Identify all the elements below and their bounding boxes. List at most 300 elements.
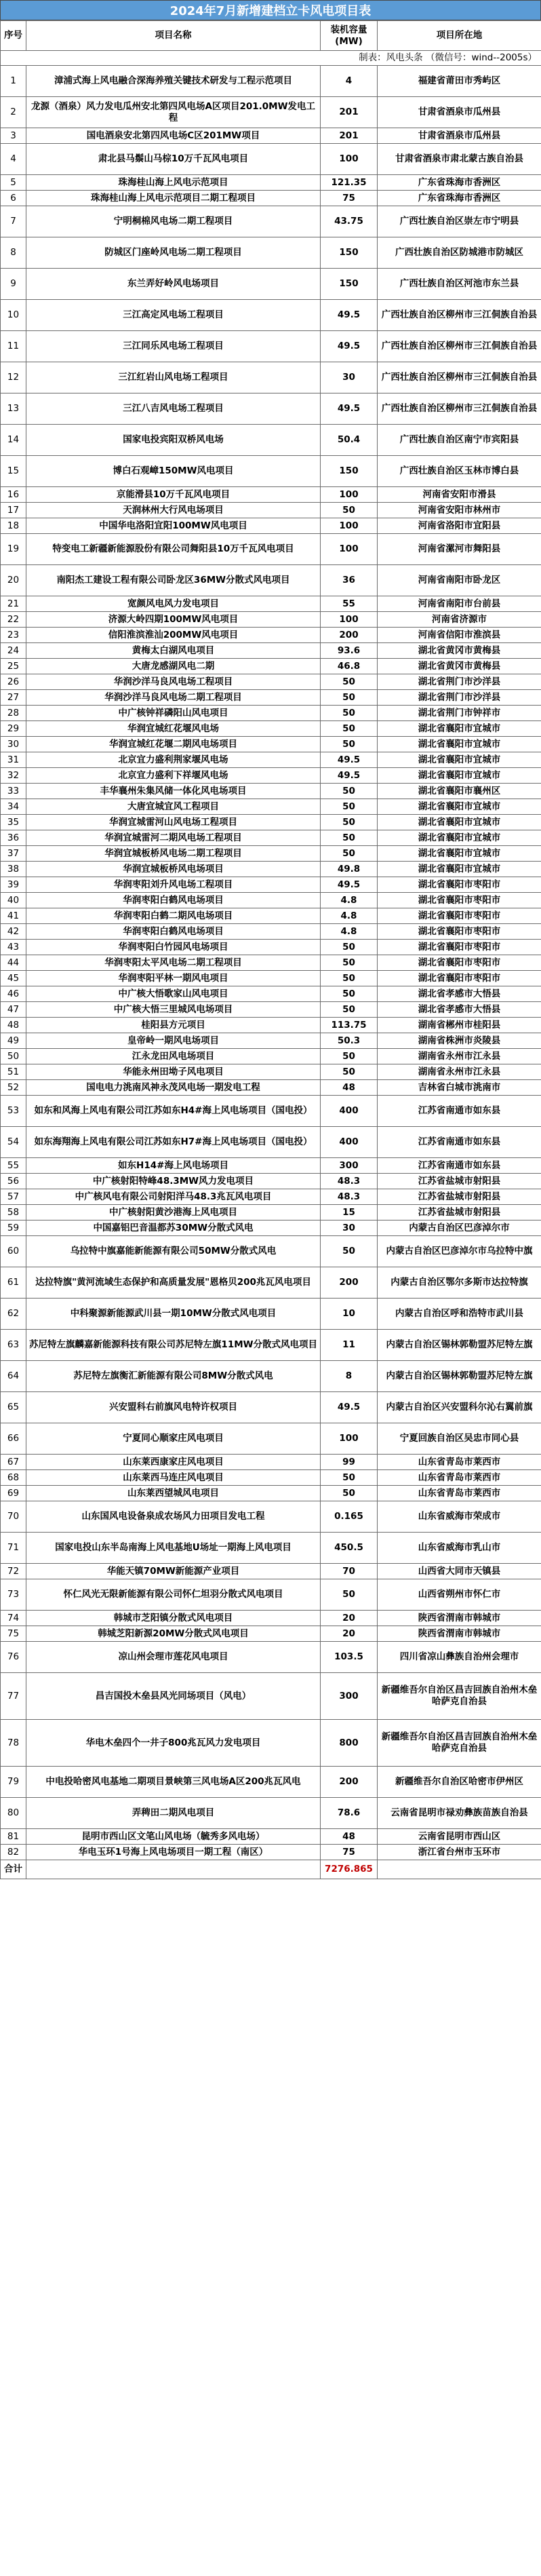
capacity: 48.3: [321, 1174, 378, 1189]
table-row: [1, 206, 541, 237]
capacity: 100: [321, 487, 378, 503]
project-name: 华润枣阳白鹤二期风电场项目: [26, 908, 321, 924]
table-row: [1, 752, 541, 768]
location: 湖北省襄阳市枣阳市: [378, 893, 541, 908]
project-name: 华电木垒四个一井子800兆瓦风力发电项目: [26, 1720, 321, 1767]
table-row: [1, 612, 541, 628]
location: 湖北省襄阳市枣阳市: [378, 971, 541, 986]
table-row: [1, 1767, 541, 1798]
capacity: 100: [321, 612, 378, 628]
row-number: 34: [1, 799, 26, 815]
row-number: 44: [1, 955, 26, 971]
capacity: 150: [321, 456, 378, 487]
table-row: [1, 815, 541, 830]
row-number: 58: [1, 1205, 26, 1220]
capacity: 49.5: [321, 768, 378, 784]
capacity: 49.5: [321, 1392, 378, 1423]
project-name: 国家电投山东半岛南海上风电基地U场址一期海上风电项目: [26, 1533, 321, 1564]
row-number: 7: [1, 206, 26, 237]
location: 广西壮族自治区柳州市三江侗族自治县: [378, 331, 541, 362]
row-number: 41: [1, 908, 26, 924]
row-number: 43: [1, 940, 26, 955]
capacity: 100: [321, 518, 378, 534]
project-name: 华润枣阳白鹤风电场项目: [26, 893, 321, 908]
row-number: 18: [1, 518, 26, 534]
capacity: 50: [321, 1236, 378, 1267]
capacity: 78.6: [321, 1798, 378, 1829]
wind-project-table: [0, 20, 541, 1879]
capacity: 50: [321, 955, 378, 971]
table-row: [1, 237, 541, 269]
row-number: 71: [1, 1533, 26, 1564]
row-number: 35: [1, 815, 26, 830]
table-row: [1, 1455, 541, 1470]
location: 湖北省襄阳市宜城市: [378, 815, 541, 830]
location: 湖北省襄阳市枣阳市: [378, 924, 541, 940]
row-number: 37: [1, 846, 26, 862]
row-number: 30: [1, 737, 26, 752]
project-name: 华润宜城板桥风电场项目: [26, 862, 321, 877]
location: 河南省洛阳市宜阳县: [378, 518, 541, 534]
project-name: 如东和风海上风电有限公司江苏如东H4#海上风电场项目（国电投）: [26, 1096, 321, 1127]
project-name: 中广核风电有限公司射阳洋马48.3兆瓦风电项目: [26, 1189, 321, 1205]
project-name: 京能滑县10万千瓦风电项目: [26, 487, 321, 503]
location: 河南省济源市: [378, 612, 541, 628]
project-name: 信阳淮滨淮汕200MW风电项目: [26, 628, 321, 643]
project-name: 黄梅太白湖风电项目: [26, 643, 321, 659]
capacity: 300: [321, 1158, 378, 1174]
capacity: 121.35: [321, 175, 378, 191]
location: 广西壮族自治区崇左市宁明县: [378, 206, 541, 237]
table-row: [1, 1564, 541, 1579]
table-row: [1, 191, 541, 206]
row-number: 40: [1, 893, 26, 908]
location: 江苏省盐城市射阳县: [378, 1174, 541, 1189]
project-name: 漳浦式海上风电融合深海养殖关键技术研发与工程示范项目: [26, 66, 321, 97]
capacity: 49.5: [321, 752, 378, 768]
row-number: 74: [1, 1611, 26, 1626]
table-row: [1, 877, 541, 893]
project-name: 江永龙田风电场项目: [26, 1049, 321, 1064]
project-name: 山东莱西马连庄风电项目: [26, 1470, 321, 1486]
table-row: [1, 1829, 541, 1845]
table-row: [1, 830, 541, 846]
row-number: 19: [1, 534, 26, 565]
table-row: [1, 1080, 541, 1096]
capacity: 99: [321, 1455, 378, 1470]
location: 河南省南阳市台前县: [378, 596, 541, 612]
capacity: 50: [321, 706, 378, 721]
table-row: [1, 1330, 541, 1361]
location: 广西壮族自治区南宁市宾阳县: [378, 425, 541, 456]
capacity: 50: [321, 1002, 378, 1018]
table-row: [1, 1798, 541, 1829]
row-number: 52: [1, 1080, 26, 1096]
capacity: 10: [321, 1299, 378, 1330]
table-row: [1, 175, 541, 191]
project-name: 桂阳县方元项目: [26, 1018, 321, 1033]
project-name: 特变电工新疆新能源股份有限公司舞阳县10万千瓦风电项目: [26, 534, 321, 565]
row-number: 15: [1, 456, 26, 487]
capacity: 49.8: [321, 862, 378, 877]
location: 河南省信阳市淮滨县: [378, 628, 541, 643]
location: 甘肃省酒泉市瓜州县: [378, 128, 541, 144]
location: 山东省青岛市莱西市: [378, 1455, 541, 1470]
capacity: 0.165: [321, 1501, 378, 1533]
row-number: 13: [1, 393, 26, 425]
capacity: 50: [321, 784, 378, 799]
project-name: 华润枣阳刘升风电场工程项目: [26, 877, 321, 893]
project-name: 国电电力洮南风神永茂风电场一期发电工程: [26, 1080, 321, 1096]
table-row: [1, 1267, 541, 1299]
header-row: [1, 21, 541, 51]
location: 江苏省南通市如东县: [378, 1158, 541, 1174]
table-row: [1, 1064, 541, 1080]
capacity: 50: [321, 721, 378, 737]
project-name: 昌吉国投木垒县风光同场项目（风电）: [26, 1673, 321, 1720]
project-name: 中广核大悟歌家山风电项目: [26, 986, 321, 1002]
location: 江苏省南通市如东县: [378, 1096, 541, 1127]
table-row: [1, 331, 541, 362]
location: 湖北省襄阳市枣阳市: [378, 940, 541, 955]
capacity: 800: [321, 1720, 378, 1767]
project-name: 国电酒泉安北第四风电场C区201MW项目: [26, 128, 321, 144]
location: 山东省青岛市莱西市: [378, 1486, 541, 1501]
project-name: 山东国风电设备泉成农场风力田项目发电工程: [26, 1501, 321, 1533]
capacity: 50.3: [321, 1033, 378, 1049]
row-number: 75: [1, 1626, 26, 1642]
table-row: [1, 908, 541, 924]
capacity: 46.8: [321, 659, 378, 674]
project-name: 如东海翔海上风电有限公司江苏如东H7#海上风电场项目（国电投）: [26, 1127, 321, 1158]
project-name: 如东H14#海上风电场项目: [26, 1158, 321, 1174]
table-row: [1, 690, 541, 706]
total-empty-2: [378, 1860, 541, 1879]
row-number: 11: [1, 331, 26, 362]
project-name: 山东莱西康家庄风电项目: [26, 1455, 321, 1470]
location: 湖北省襄阳市襄州区: [378, 784, 541, 799]
location: 湖北省襄阳市宜城市: [378, 768, 541, 784]
table-row: [1, 1501, 541, 1533]
capacity: 50: [321, 799, 378, 815]
row-number: 39: [1, 877, 26, 893]
project-name: 中国华电洛阳宜阳100MW风电项目: [26, 518, 321, 534]
capacity: 200: [321, 1267, 378, 1299]
capacity: 20: [321, 1626, 378, 1642]
table-row: [1, 1174, 541, 1189]
row-number: 48: [1, 1018, 26, 1033]
row-number: 82: [1, 1845, 26, 1860]
row-number: 68: [1, 1470, 26, 1486]
project-name: 华润宜城红花堰二期风电场项目: [26, 737, 321, 752]
table-row: [1, 1392, 541, 1423]
table-row: [1, 628, 541, 643]
capacity: 50: [321, 940, 378, 955]
total-row: [1, 1860, 541, 1879]
project-name: 华电玉环1号海上风电场项目一期工程（南区）: [26, 1845, 321, 1860]
table-row: [1, 362, 541, 393]
project-name: 北京宜力盛利荆家堰风电场: [26, 752, 321, 768]
capacity: 48.3: [321, 1189, 378, 1205]
row-number: 57: [1, 1189, 26, 1205]
row-number: 78: [1, 1720, 26, 1767]
location: 浙江省台州市玉环市: [378, 1845, 541, 1860]
row-number: 26: [1, 674, 26, 690]
project-name: 三江红岩山风电场工程项目: [26, 362, 321, 393]
location: 山东省威海市荣成市: [378, 1501, 541, 1533]
table-row: [1, 706, 541, 721]
capacity: 100: [321, 1423, 378, 1455]
row-number: 76: [1, 1642, 26, 1673]
capacity: 200: [321, 1767, 378, 1798]
table-row: [1, 1720, 541, 1767]
capacity: 75: [321, 191, 378, 206]
project-name: 三江同乐风电场工程项目: [26, 331, 321, 362]
project-name: 三江八吉风电场工程项目: [26, 393, 321, 425]
location: 内蒙古自治区巴彦淖尔市乌拉特中旗: [378, 1236, 541, 1267]
row-number: 12: [1, 362, 26, 393]
location: 陕西省渭南市韩城市: [378, 1626, 541, 1642]
location: 湖北省荆门市沙洋县: [378, 674, 541, 690]
table-title: 2024年7月新增建档立卡风电项目表: [0, 0, 541, 20]
location: 湖北省襄阳市宜城市: [378, 721, 541, 737]
project-name: 南阳杰工建设工程有限公司卧龙区36MW分散式风电项目: [26, 565, 321, 596]
project-name: 韩城市芝阳镇分散式风电项目: [26, 1611, 321, 1626]
project-name: 珠海桂山海上风电示范项目二期工程项目: [26, 191, 321, 206]
row-number: 9: [1, 269, 26, 300]
capacity: 201: [321, 97, 378, 128]
row-number: 56: [1, 1174, 26, 1189]
location: 湖北省襄阳市枣阳市: [378, 955, 541, 971]
project-name: 华润枣阳白竹园风电场项目: [26, 940, 321, 955]
row-number: 62: [1, 1299, 26, 1330]
capacity: 55: [321, 596, 378, 612]
location: 云南省昆明市西山区: [378, 1829, 541, 1845]
table-row: [1, 128, 541, 144]
project-name: 华润枣阳白鹤风电场项目: [26, 924, 321, 940]
project-name: 中国嘉铝巴音温都苏30MW分散式风电: [26, 1220, 321, 1236]
table-row: [1, 924, 541, 940]
location: 江苏省盐城市射阳县: [378, 1205, 541, 1220]
location: 广西壮族自治区柳州市三江侗族自治县: [378, 362, 541, 393]
location: 广西壮族自治区河池市东兰县: [378, 269, 541, 300]
table-row: [1, 487, 541, 503]
project-name: 宁夏同心顺家庄风电项目: [26, 1423, 321, 1455]
capacity: 50: [321, 503, 378, 518]
capacity: 50: [321, 737, 378, 752]
header-no: 序号: [1, 21, 26, 51]
row-number: 65: [1, 1392, 26, 1423]
location: 河南省南阳市卧龙区: [378, 565, 541, 596]
table-row: [1, 144, 541, 175]
capacity: 100: [321, 534, 378, 565]
project-name: 苏尼特左旗衡汇新能源有限公司8MW分散式风电: [26, 1361, 321, 1392]
row-number: 38: [1, 862, 26, 877]
table-row: [1, 1220, 541, 1236]
row-number: 59: [1, 1220, 26, 1236]
location: 甘肃省酒泉市肃北蒙古族自治县: [378, 144, 541, 175]
row-number: 28: [1, 706, 26, 721]
location: 内蒙古自治区兴安盟科尔沁右翼前旗: [378, 1392, 541, 1423]
capacity: 113.75: [321, 1018, 378, 1033]
location: 湖北省荆门市钟祥市: [378, 706, 541, 721]
table-row: [1, 518, 541, 534]
table-row: [1, 1033, 541, 1049]
capacity: 400: [321, 1096, 378, 1127]
project-name: 大唐龙感湖风电二期: [26, 659, 321, 674]
location: 湖北省襄阳市枣阳市: [378, 877, 541, 893]
location: 湖北省孝感市大悟县: [378, 1002, 541, 1018]
capacity: 4: [321, 66, 378, 97]
location: 甘肃省酒泉市瓜州县: [378, 97, 541, 128]
row-number: 53: [1, 1096, 26, 1127]
capacity: 75: [321, 1845, 378, 1860]
capacity: 4.8: [321, 908, 378, 924]
row-number: 23: [1, 628, 26, 643]
capacity: 49.5: [321, 393, 378, 425]
total-empty: [26, 1860, 321, 1879]
row-number: 80: [1, 1798, 26, 1829]
total-label: 合计: [1, 1860, 26, 1879]
location: 新疆维吾尔自治区昌吉回族自治州木垒哈萨克自治县: [378, 1673, 541, 1720]
row-number: 32: [1, 768, 26, 784]
capacity: 201: [321, 128, 378, 144]
table-row: [1, 1205, 541, 1220]
project-name: 中广核射阳特峰48.3MW风力发电项目: [26, 1174, 321, 1189]
row-number: 81: [1, 1829, 26, 1845]
header-name: 项目名称: [26, 21, 321, 51]
capacity: 450.5: [321, 1533, 378, 1564]
capacity: 43.75: [321, 206, 378, 237]
table-row: [1, 1127, 541, 1158]
row-number: 51: [1, 1064, 26, 1080]
table-row: [1, 1579, 541, 1611]
capacity: 150: [321, 269, 378, 300]
project-name: 防城区门座岭风电场二期工程项目: [26, 237, 321, 269]
row-number: 69: [1, 1486, 26, 1501]
capacity: 400: [321, 1127, 378, 1158]
capacity: 30: [321, 1220, 378, 1236]
project-name: 华润沙洋马良风电场二期工程项目: [26, 690, 321, 706]
row-number: 25: [1, 659, 26, 674]
capacity: 50: [321, 1470, 378, 1486]
project-name: 博白石观嶂150MW风电项目: [26, 456, 321, 487]
location: 陕西省渭南市韩城市: [378, 1611, 541, 1626]
row-number: 49: [1, 1033, 26, 1049]
project-name: 龙源（酒泉）风力发电瓜州安北第四风电场A区项目201.0MW发电工程: [26, 97, 321, 128]
location: 广西壮族自治区玉林市博白县: [378, 456, 541, 487]
table-row: [1, 893, 541, 908]
location: 江苏省盐城市射阳县: [378, 1189, 541, 1205]
project-name: 天润林州大行风电场项目: [26, 503, 321, 518]
table-row: [1, 846, 541, 862]
capacity: 50: [321, 690, 378, 706]
row-number: 79: [1, 1767, 26, 1798]
project-name: 弄稗田二期风电项目: [26, 1798, 321, 1829]
project-name: 乌拉特中旗嘉能新能源有限公司50MW分散式风电: [26, 1236, 321, 1267]
capacity: 50: [321, 815, 378, 830]
location: 四川省凉山彝族自治州会理市: [378, 1642, 541, 1673]
table-row: [1, 1470, 541, 1486]
project-name: 韩城芝阳新源20MW分散式风电项目: [26, 1626, 321, 1642]
capacity: 11: [321, 1330, 378, 1361]
row-number: 22: [1, 612, 26, 628]
row-number: 1: [1, 66, 26, 97]
table-row: [1, 971, 541, 986]
capacity: 4.8: [321, 924, 378, 940]
location: 江苏省南通市如东县: [378, 1127, 541, 1158]
location: 云南省昆明市禄劝彝族苗族自治县: [378, 1798, 541, 1829]
location: 广西壮族自治区柳州市三江侗族自治县: [378, 300, 541, 331]
row-number: 24: [1, 643, 26, 659]
table-row: [1, 1096, 541, 1127]
row-number: 70: [1, 1501, 26, 1533]
capacity: 150: [321, 237, 378, 269]
project-name: 凉山州会理市莲花风电项目: [26, 1642, 321, 1673]
row-number: 67: [1, 1455, 26, 1470]
project-name: 珠海桂山海上风电示范项目: [26, 175, 321, 191]
row-number: 29: [1, 721, 26, 737]
project-name: 兴安盟科右前旗风电特许权项目: [26, 1392, 321, 1423]
project-name: 华润枣阳平林一期风电项目: [26, 971, 321, 986]
location: 湖北省孝感市大悟县: [378, 986, 541, 1002]
project-name: 中电投哈密风电基地二期项目景峡第三风电场A区200兆瓦风电: [26, 1767, 321, 1798]
location: 内蒙古自治区锡林郭勒盟苏尼特左旗: [378, 1361, 541, 1392]
table-row: [1, 1018, 541, 1033]
capacity: 15: [321, 1205, 378, 1220]
capacity: 93.6: [321, 643, 378, 659]
table-row: [1, 643, 541, 659]
location: 河南省安阳市滑县: [378, 487, 541, 503]
row-number: 4: [1, 144, 26, 175]
capacity: 49.5: [321, 300, 378, 331]
row-number: 6: [1, 191, 26, 206]
project-name: 三江高定风电场工程项目: [26, 300, 321, 331]
table-row: [1, 674, 541, 690]
capacity: 50: [321, 1049, 378, 1064]
project-name: 华润宜城红花堰风电场: [26, 721, 321, 737]
row-number: 31: [1, 752, 26, 768]
project-name: 中广核大悟三里城风电场项目: [26, 1002, 321, 1018]
project-name: 宽颜风电风力发电项目: [26, 596, 321, 612]
capacity: 50: [321, 1486, 378, 1501]
table-row: [1, 659, 541, 674]
capacity: 8: [321, 1361, 378, 1392]
project-name: 东兰弄好岭风电场项目: [26, 269, 321, 300]
table-row: [1, 393, 541, 425]
table-row: [1, 1642, 541, 1673]
table-row: [1, 534, 541, 565]
location: 河南省安阳市林州市: [378, 503, 541, 518]
project-name: 山东莱西望城风电项目: [26, 1486, 321, 1501]
table-row: [1, 97, 541, 128]
location: 湖北省襄阳市宜城市: [378, 862, 541, 877]
project-name: 肃北县马鬃山马棕10万千瓦风电项目: [26, 144, 321, 175]
table-row: [1, 737, 541, 752]
capacity: 50: [321, 830, 378, 846]
location: 湖北省襄阳市宜城市: [378, 752, 541, 768]
location: 湖北省襄阳市宜城市: [378, 846, 541, 862]
project-name: 华润宜城板桥风电场二期工程项目: [26, 846, 321, 862]
capacity: 70: [321, 1564, 378, 1579]
location: 山东省青岛市莱西市: [378, 1470, 541, 1486]
location: 内蒙古自治区鄂尔多斯市达拉特旗: [378, 1267, 541, 1299]
capacity: 50: [321, 986, 378, 1002]
table-row: [1, 596, 541, 612]
location: 广东省珠海市香洲区: [378, 191, 541, 206]
row-number: 8: [1, 237, 26, 269]
row-number: 20: [1, 565, 26, 596]
